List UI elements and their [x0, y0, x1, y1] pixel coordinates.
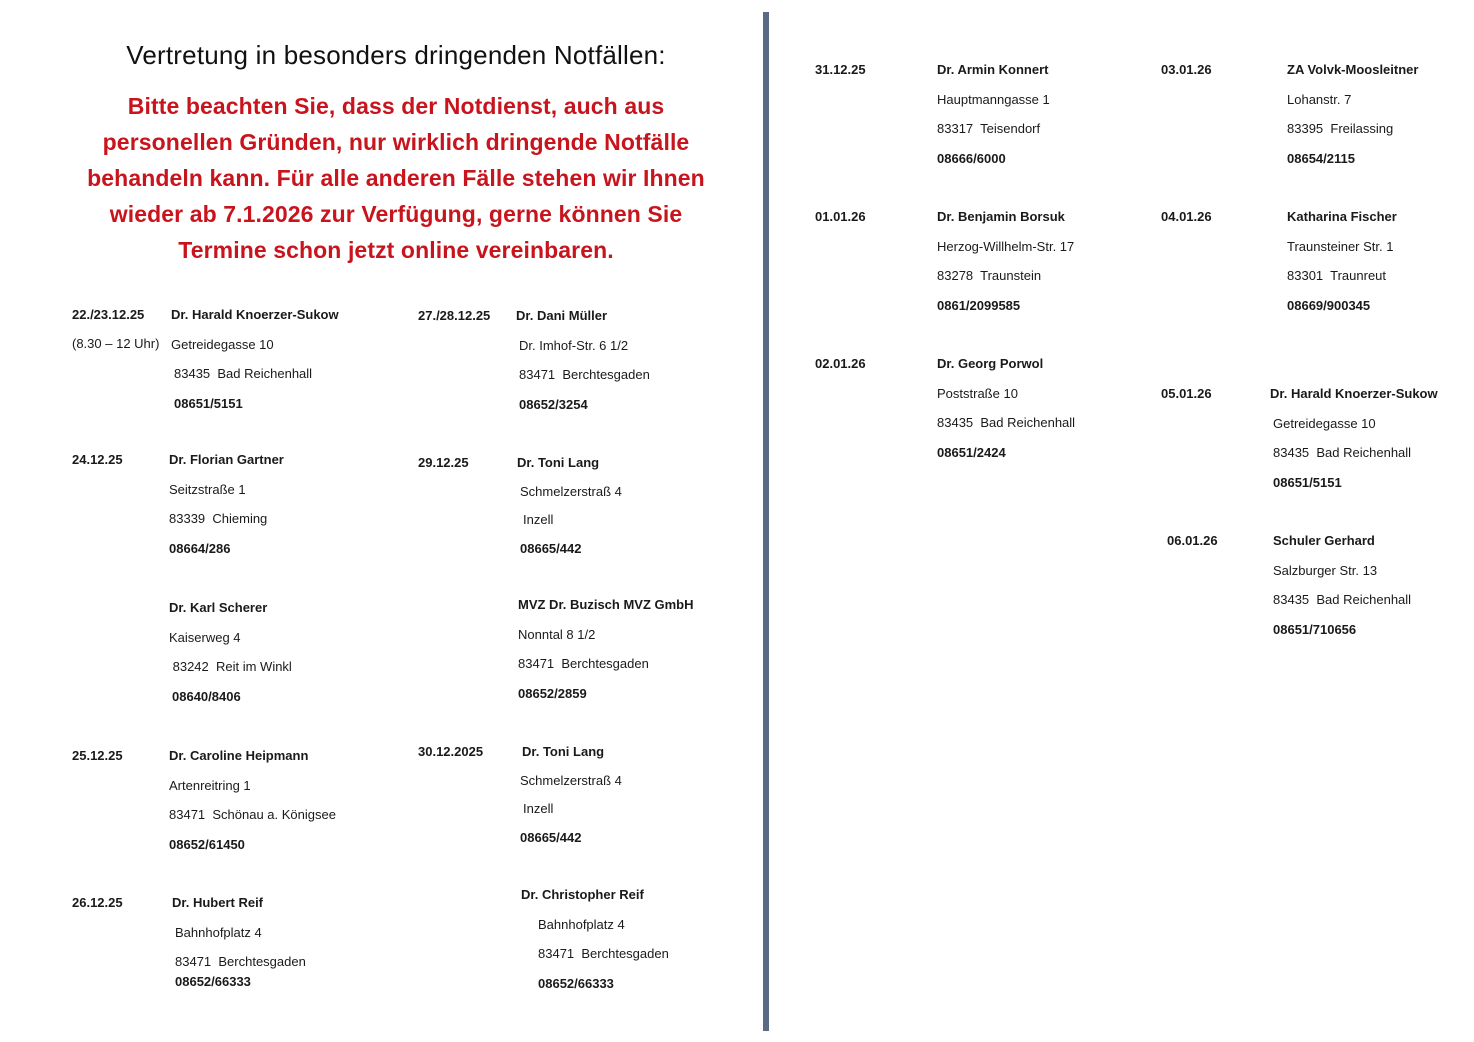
phone-number[interactable]: 08652/66333	[175, 973, 251, 989]
entry-card	[937, 55, 1050, 173]
city: 83301 Traunreut	[1287, 268, 1387, 283]
entry-date: 05.01.26	[1161, 386, 1212, 401]
dentist-name: Dr. Florian Gartner	[169, 452, 284, 467]
entry-date: 24.12.25	[72, 452, 123, 467]
city: 83435 Bad Reichenhall	[1273, 445, 1412, 460]
dentist-name: Dr. Toni Lang	[522, 744, 605, 759]
city: 83278 Traunstein	[937, 268, 1042, 283]
entry-card	[1287, 202, 1397, 320]
street: Dr. Imhof-Str. 6 1/2	[519, 337, 629, 353]
entry-card	[521, 880, 669, 998]
dentist-name: Dr. Toni Lang	[517, 455, 600, 470]
notice-line: wieder ab 7.1.2026 zur Verfügung, gerne können Sie	[109, 201, 683, 227]
city: 83395 Freilassing	[1287, 121, 1394, 136]
phone-number[interactable]: 08652/61450	[169, 836, 245, 852]
entry-time-note: (8.30 – 12 Uhr)	[72, 336, 160, 351]
entry-card	[172, 888, 306, 996]
entry-date: 03.01.26	[1161, 62, 1212, 77]
street: Salzburger Str. 13	[1273, 562, 1378, 578]
entry-card	[517, 448, 622, 564]
phone-number[interactable]: 08652/2859	[518, 685, 587, 701]
entry-card	[1287, 55, 1418, 173]
city: 83471 Berchtesgaden	[538, 946, 669, 961]
phone-number[interactable]: 08665/442	[520, 829, 582, 845]
entry-card	[169, 741, 336, 859]
entry-date: 01.01.26	[815, 209, 866, 224]
street: Nonntal 8 1/2	[518, 626, 596, 642]
dentist-name: Dr. Armin Konnert	[937, 62, 1049, 77]
phone-number[interactable]: 08652/66333	[538, 975, 614, 991]
dentist-name: Dr. Hubert Reif	[172, 895, 264, 910]
city: 83317 Teisendorf	[937, 121, 1041, 136]
phone-number[interactable]: 08664/286	[169, 540, 231, 556]
entry-card	[1273, 526, 1411, 644]
city: Inzell	[523, 511, 554, 527]
city: 83471 Schönau a. Königsee	[169, 807, 336, 822]
city: 83242 Reit im Winkl	[169, 659, 292, 674]
entry-card	[171, 300, 339, 418]
phone-number[interactable]: 08640/8406	[172, 688, 241, 704]
phone-number[interactable]: 08665/442	[520, 540, 582, 556]
street: Poststraße 10	[937, 385, 1018, 401]
phone-number[interactable]: 08654/2115	[1287, 150, 1355, 166]
street: Bahnhofplatz 4	[538, 916, 625, 932]
phone-number[interactable]: 0861/2099585	[937, 297, 1021, 313]
dentist-name: MVZ Dr. Buzisch MVZ GmbH	[518, 597, 694, 612]
phone-number[interactable]: 08666/6000	[937, 150, 1006, 166]
entry-date: 27./28.12.25	[418, 308, 491, 323]
entry-date: 26.12.25	[72, 895, 123, 910]
entry-card	[516, 301, 650, 419]
phone-number[interactable]: 08651/2424	[937, 444, 1006, 460]
entry-card	[937, 202, 1074, 320]
city: 83471 Berchtesgaden	[175, 954, 306, 969]
city: Inzell	[523, 800, 554, 816]
street: Seitzstraße 1	[169, 481, 246, 497]
city: 83435 Bad Reichenhall	[174, 366, 313, 381]
entry-date: 31.12.25	[815, 62, 866, 77]
phone-number[interactable]: 08652/3254	[519, 396, 588, 412]
dentist-name: Dr. Georg Porwol	[937, 356, 1044, 371]
entry-card	[1270, 379, 1438, 497]
phone-number[interactable]: 08651/710656	[1273, 621, 1357, 637]
street: Getreidegasse 10	[1273, 415, 1376, 431]
page-title: Vertretung in besonders dringenden Notfällen:	[126, 40, 666, 70]
notice-line: Bitte beachten Sie, dass der Notdienst, auch aus	[127, 93, 665, 119]
notice-line: behandeln kann. Für alle anderen Fälle stehen wir Ihnen	[87, 165, 705, 191]
entry-card	[518, 590, 694, 708]
street: Schmelzerstraß 4	[520, 772, 622, 788]
dentist-name: ZA Volvk-Moosleitner	[1287, 62, 1419, 77]
entry-card	[169, 593, 292, 711]
street: Artenreitring 1	[169, 777, 251, 793]
dentist-name: Dr. Benjamin Borsuk	[937, 209, 1065, 224]
entry-date: 06.01.26	[1167, 533, 1218, 548]
notice-text	[60, 88, 732, 268]
city: 83435 Bad Reichenhall	[937, 415, 1076, 430]
street: Herzog-Willhelm-Str. 17	[937, 238, 1075, 254]
entry-date: 30.12.2025	[418, 744, 484, 759]
entry-date: 29.12.25	[418, 455, 469, 470]
dentist-name: Dr. Karl Scherer	[169, 600, 268, 615]
entry-card	[520, 737, 622, 853]
street: Lohanstr. 7	[1287, 91, 1352, 107]
city: 83339 Chieming	[169, 511, 268, 526]
entry-date: 22./23.12.25	[72, 307, 145, 322]
street: Schmelzerstraß 4	[520, 483, 622, 499]
phone-number[interactable]: 08651/5151	[1273, 474, 1342, 490]
entry-card	[169, 445, 284, 563]
column-divider	[763, 12, 769, 1031]
dentist-name: Dr. Christopher Reif	[521, 887, 644, 902]
entry-date: 04.01.26	[1161, 209, 1212, 224]
notice-line: personellen Gründen, nur wirklich dringende Notfälle	[102, 129, 690, 155]
notice-line: Termine schon jetzt online vereinbaren.	[178, 237, 614, 263]
entry-date: 25.12.25	[72, 748, 123, 763]
entry-date: 02.01.26	[815, 356, 866, 371]
entry-card	[937, 349, 1075, 467]
street: Bahnhofplatz 4	[175, 924, 262, 940]
street: Hauptmanngasse 1	[937, 91, 1050, 107]
city: 83435 Bad Reichenhall	[1273, 592, 1412, 607]
dentist-name: Dr. Dani Müller	[516, 308, 608, 323]
street: Getreidegasse 10	[171, 336, 274, 352]
dentist-name: Schuler Gerhard	[1273, 533, 1375, 548]
phone-number[interactable]: 08669/900345	[1287, 297, 1371, 313]
city: 83471 Berchtesgaden	[518, 656, 649, 671]
dentist-name: Dr. Harald Knoerzer-Sukow	[171, 307, 339, 322]
street: Kaiserweg 4	[169, 629, 241, 645]
dentist-name: Dr. Harald Knoerzer-Sukow	[1270, 386, 1438, 401]
dentist-name: Katharina Fischer	[1287, 209, 1397, 224]
phone-number[interactable]: 08651/5151	[174, 395, 243, 411]
city: 83471 Berchtesgaden	[519, 367, 650, 382]
street: Traunsteiner Str. 1	[1287, 238, 1394, 254]
dentist-name: Dr. Caroline Heipmann	[169, 748, 309, 763]
